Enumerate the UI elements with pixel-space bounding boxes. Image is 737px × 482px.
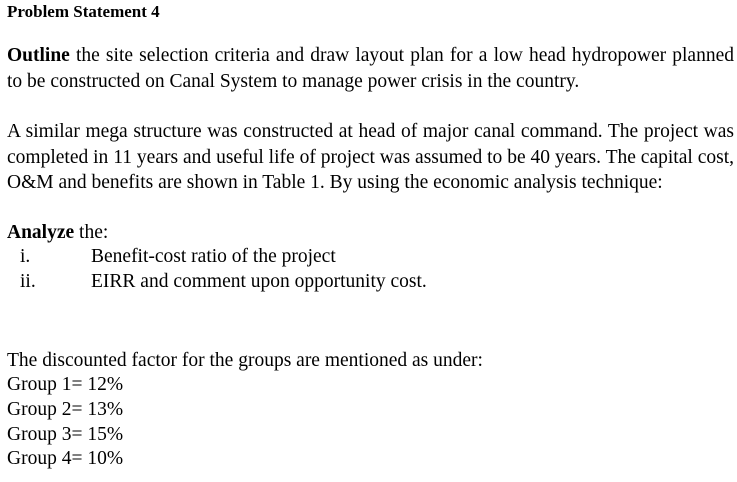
discount-intro: The discounted factor for the groups are mentioned as under: xyxy=(7,350,483,371)
group-line: Group 4= 10% xyxy=(7,448,124,469)
analyze-text: the: xyxy=(74,222,109,243)
outline-paragraph xyxy=(7,43,734,94)
group-line: Group 2= 13% xyxy=(7,399,124,420)
list-item-number: i. xyxy=(20,246,31,267)
outline-text: the site selection criteria and draw layout plan for a low head hydropower planned to be constructed on Canal System to manage power crisis in the country. xyxy=(7,45,734,92)
group-line: Group 3= 15% xyxy=(7,424,124,445)
group-line: Group 1= 12% xyxy=(7,374,124,395)
analyze-lead: Analyze xyxy=(7,222,75,243)
list-item-text: EIRR and comment upon opportunity cost. xyxy=(91,271,427,292)
similar-structure-paragraph: A similar mega structure was constructed at head of major canal command. The project was completed in 11 years and useful life of project was assumed to be 40 years. The capital cost, O&M and benefits are shown in Table 1. By using the economic analysis technique: xyxy=(7,121,734,193)
list-item-text: Benefit-cost ratio of the project xyxy=(91,246,336,267)
outline-lead: Outline xyxy=(7,45,70,66)
list-item-number: ii. xyxy=(20,271,36,292)
problem-heading: Problem Statement 4 xyxy=(7,2,160,21)
analyze-line xyxy=(7,220,108,245)
